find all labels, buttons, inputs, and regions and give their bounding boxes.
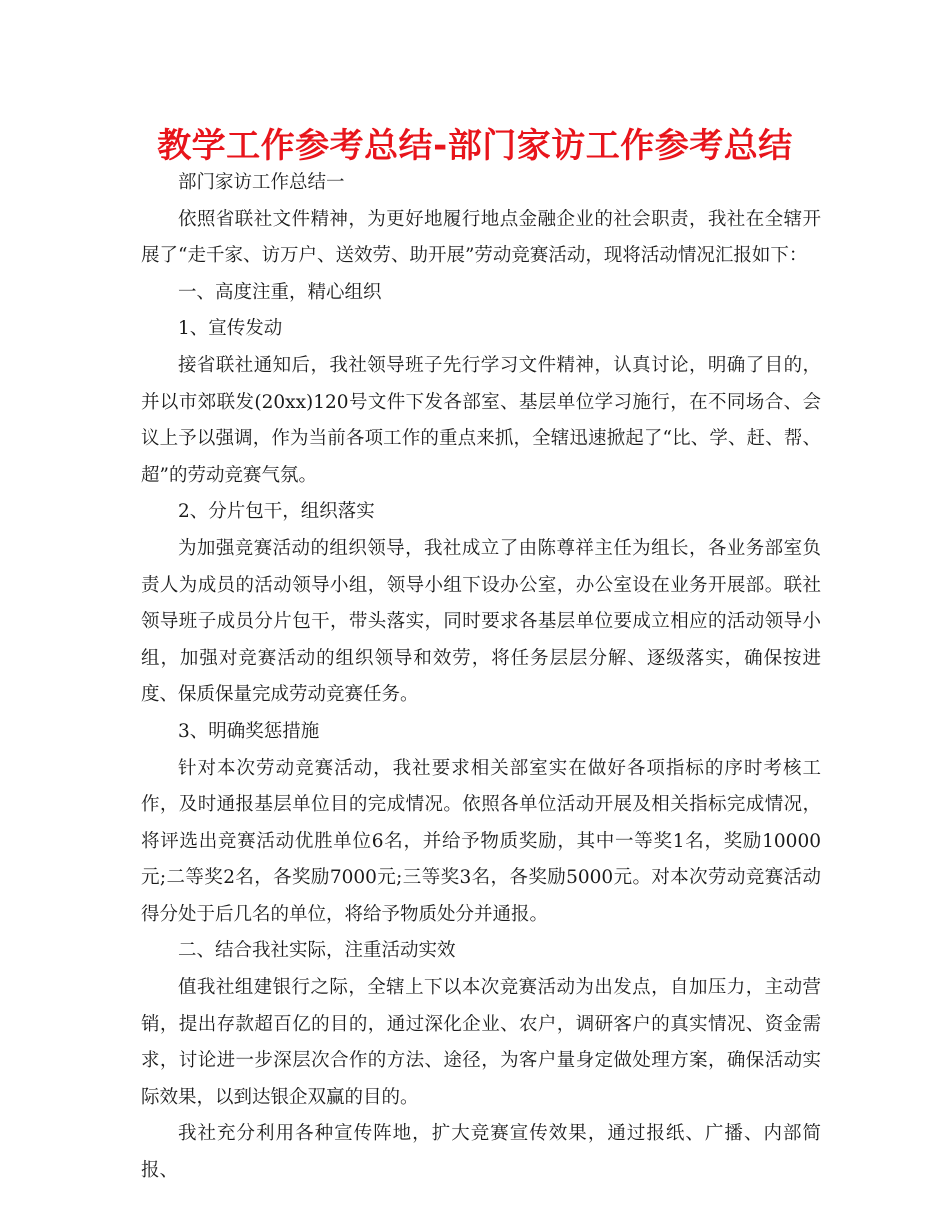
body-paragraph: 针对本次劳动竞赛活动，我社要求相关部室实在做好各项指标的序时考核工作，及时通报基层单位目的完成情况。依照各单位活动开展及相关指标完成情况，将评选出竞赛活动优胜单位6名，并给予物质奖励，其中一等奖1名，奖励10000元;二等奖2名，各奖励7000元;三等奖3名，各奖励5000元。对本次劳动竞赛活动得分处于后几名的单位，将给予物质处分并通报。 <box>141 757 821 925</box>
document-title: 教学工作参考总结-部门家访工作参考总结 <box>157 126 793 166</box>
section-heading: 二、结合我社实际，注重活动实效 <box>178 940 456 962</box>
subsection-heading: 2、分片包干，组织落实 <box>178 501 375 523</box>
body-paragraph: 依照省联社文件精神，为更好地履行地点金融企业的社会职责，我社在全辖开展了“走千家、访万户、送效劳、助开展”劳动竞赛活动，现将活动情况汇报如下： <box>141 208 821 267</box>
body-paragraph: 我社充分利用各种宣传阵地，扩大竞赛宣传效果，通过报纸、广播、内部简报、 <box>141 1123 821 1182</box>
section-heading: 一、高度注重，精心组织 <box>178 281 382 303</box>
body-paragraph: 值我社组建银行之际，全辖上下以本次竞赛活动为出发点，自加压力，主动营销，提出存款超百亿的目的，通过深化企业、农户，调研客户的真实情况、资金需求，讨论进一步深层次合作的方法、途径，为客户量身定做处理方案，确保活动实际效果，以到达银企双赢的目的。 <box>141 977 821 1108</box>
subsection-heading: 3、明确奖惩措施 <box>178 720 320 742</box>
body-paragraph: 为加强竞赛活动的组织领导，我社成立了由陈尊祥主任为组长，各业务部室负责人为成员的活动领导小组，领导小组下设办公室，办公室设在业务开展部。联社领导班子成员分片包干，带头落实，同时要求各基层单位要成立相应的活动领导小组，加强对竞赛活动的组织领导和效劳，将任务层层分解、逐级落实，确保按进度、保质保量完成劳动竞赛任务。 <box>141 537 821 706</box>
subsection-heading: 1、宣传发动 <box>178 318 283 340</box>
section-heading: 部门家访工作总结一 <box>178 172 345 193</box>
body-paragraph: 接省联社通知后，我社领导班子先行学习文件精神，认真讨论，明确了目的，并以市郊联发(20xx)120号文件下发各部室、基层单位学习施行，在不同场合、会议上予以强调，作为当前各项工作的重点来抓，全辖迅速掀起了“比、学、赶、帮、超”的劳动竞赛气氛。 <box>141 354 821 486</box>
document-body <box>141 165 821 1190</box>
